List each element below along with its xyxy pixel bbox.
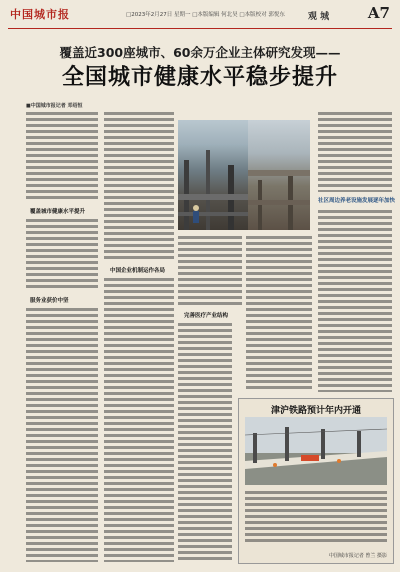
- text-column-1b: [26, 219, 98, 291]
- article-kicker: 覆盖近300座城市、60余万企业主体研究发现——: [59, 45, 341, 60]
- subhead-4: 完善医疗产业结构: [184, 313, 229, 319]
- subhead-2: 服务业获价中坚: [30, 298, 69, 304]
- masthead: [8, 2, 392, 28]
- text-column-4: [246, 236, 312, 392]
- feature-box-photo: [245, 417, 387, 485]
- feature-box-title: 津沪铁路预计年内开通: [270, 406, 361, 416]
- text-column-2: [104, 112, 174, 262]
- page-number: A7: [367, 4, 390, 22]
- text-column-1c: [26, 308, 98, 562]
- article-photo-right: [248, 120, 310, 230]
- section-name: 观 城: [308, 12, 330, 22]
- issue-info: □2023年2月27日 星期一 □本版编辑 何北昊 □本版校对 郭悦东: [126, 12, 285, 18]
- header-rule: [8, 28, 392, 29]
- newspaper-logo: 中国城市报: [10, 8, 70, 21]
- feature-box-credit: 中国城市报记者 曾兰 摄影: [328, 553, 387, 559]
- text-column-3: [178, 236, 242, 306]
- subhead-5: 社区周边养老设施发展逐年加快: [318, 198, 396, 204]
- feature-box: [238, 398, 394, 564]
- subhead-1: 覆盖城市健康水平提升: [30, 209, 86, 215]
- text-column-3b: [178, 323, 232, 562]
- feature-box-text: [245, 491, 387, 545]
- text-column-2b: [104, 278, 174, 562]
- text-column-1: [26, 112, 98, 202]
- text-column-5b: [318, 210, 392, 392]
- article-photo: [178, 120, 248, 230]
- text-column-5: [318, 112, 392, 192]
- article-headline: 全国城市健康水平稳步提升: [61, 64, 338, 90]
- article-byline: ■中国城市报记者 邓绍恒: [26, 103, 83, 109]
- subhead-3: 中国企业机制运作各局: [110, 268, 166, 274]
